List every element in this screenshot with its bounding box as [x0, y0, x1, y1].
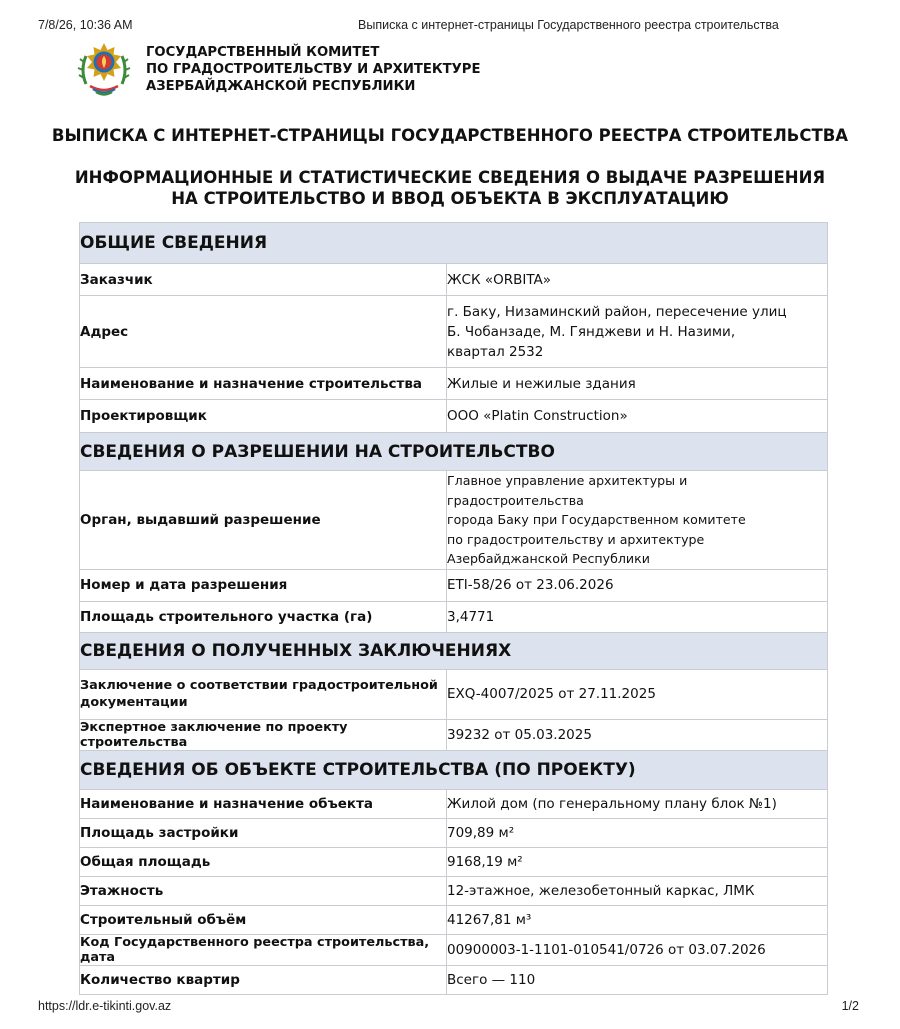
registry-table	[79, 222, 828, 995]
field-value-total-area: 9168,19 м²	[447, 847, 828, 876]
section-title-general: ОБЩИЕ СВЕДЕНИЯ	[80, 223, 828, 264]
field-value-construction-purpose: Жилые и нежилые здания	[447, 368, 828, 400]
table-row	[80, 264, 828, 296]
field-value-site-area: 3,4771	[447, 601, 828, 632]
table-row	[80, 569, 828, 601]
issuer-line: Азербайджанской Республики	[447, 551, 650, 566]
section-header-row	[80, 223, 828, 264]
table-row	[80, 789, 828, 818]
table-row	[80, 669, 828, 719]
field-label-construction-purpose: Наименование и назначение строительства	[80, 368, 447, 400]
table-row	[80, 471, 828, 570]
field-label-customer: Заказчик	[80, 264, 447, 296]
print-datetime: 7/8/26, 10:36 AM	[38, 18, 133, 32]
field-value-apartments: Всего — 110	[447, 965, 828, 994]
print-footer	[38, 999, 862, 1015]
field-label-expert-conclusion: Экспертное заключение по проекту строительства	[80, 719, 447, 750]
organization-name	[146, 44, 480, 95]
address-line: г. Баку, Низаминский район, пересечение улиц	[447, 303, 787, 320]
field-label-apartments: Количество квартир	[80, 965, 447, 994]
section-title-conclusions: СВЕДЕНИЯ О ПОЛУЧЕННЫХ ЗАКЛЮЧЕНИЯХ	[80, 632, 828, 669]
document-subtitle	[0, 167, 900, 209]
organization-name-line: АЗЕРБАЙДЖАНСКОЙ РЕСПУБЛИКИ	[146, 78, 416, 94]
field-label-floors: Этажность	[80, 876, 447, 905]
table-row	[80, 601, 828, 632]
field-label-object-name-purpose: Наименование и назначение объекта	[80, 789, 447, 818]
field-label-permit-number-date: Номер и дата разрешения	[80, 569, 447, 601]
issuer-line: Главное управление архитектуры и градостроительства	[447, 473, 688, 508]
address-line: Б. Чобанзаде, М. Гянджеви и Н. Назими,	[447, 323, 736, 340]
field-value-customer: ЖСК «ORBITA»	[447, 264, 828, 296]
field-value-registry-code: 00900003-1-1101-010541/0726 от 03.07.2026	[447, 934, 828, 965]
section-title-object: СВЕДЕНИЯ ОБ ОБЪЕКТЕ СТРОИТЕЛЬСТВА (ПО ПРОЕКТУ)	[80, 750, 828, 789]
field-value-built-area: 709,89 м²	[447, 818, 828, 847]
table-row	[80, 400, 828, 433]
urban-compliance-label-line: документации	[80, 695, 188, 710]
section-header-row	[80, 632, 828, 669]
table-row	[80, 965, 828, 994]
urban-compliance-label-line: Заключение о соответствии градостроительной	[80, 678, 438, 693]
organization-header	[76, 38, 480, 100]
page-number: 1/2	[841, 999, 859, 1013]
organization-name-line: ПО ГРАДОСТРОИТЕЛЬСТВУ И АРХИТЕКТУРЕ	[146, 61, 481, 77]
document-subtitle-line: НА СТРОИТЕЛЬСТВО И ВВОД ОБЪЕКТА В ЭКСПЛУАТАЦИЮ	[171, 189, 729, 208]
field-label-built-area: Площадь застройки	[80, 818, 447, 847]
section-header-row	[80, 433, 828, 471]
field-value-floors: 12-этажное, железобетонный каркас, ЛМК	[447, 876, 828, 905]
print-page-title: Выписка с интернет-страницы Государственного реестра строительства	[358, 18, 779, 32]
field-value-permit-number-date: ETI-58/26 от 23.06.2026	[447, 569, 828, 601]
field-label-issuing-authority: Орган, выдавший разрешение	[80, 471, 447, 570]
table-row	[80, 719, 828, 750]
field-label-address: Адрес	[80, 296, 447, 368]
field-value-object-name-purpose: Жилой дом (по генеральному плану блок №1)	[447, 789, 828, 818]
document-title: ВЫПИСКА С ИНТЕРНЕТ-СТРАНИЦЫ ГОСУДАРСТВЕННОГО РЕЕСТРА СТРОИТЕЛЬСТВА	[51, 126, 849, 145]
field-label-volume: Строительный объём	[80, 905, 447, 934]
field-label-designer: Проектировщик	[80, 400, 447, 433]
table-row	[80, 296, 828, 368]
azerbaijan-emblem-icon	[76, 40, 132, 98]
field-label-urban-compliance	[80, 669, 447, 719]
field-value-urban-compliance: EXQ-4007/2025 от 27.11.2025	[447, 669, 828, 719]
table-row	[80, 818, 828, 847]
field-label-registry-code: Код Государственного реестра строительства, дата	[80, 934, 447, 965]
document-subtitle-line: ИНФОРМАЦИОННЫЕ И СТАТИСТИЧЕСКИЕ СВЕДЕНИЯ О ВЫДАЧЕ РАЗРЕШЕНИЯ	[74, 168, 826, 187]
issuer-line: города Баку при Государственном комитете	[447, 512, 746, 527]
field-value-volume: 41267,81 м³	[447, 905, 828, 934]
table-row	[80, 934, 828, 965]
address-line: квартал 2532	[447, 343, 544, 360]
field-label-total-area: Общая площадь	[80, 847, 447, 876]
section-title-permit: СВЕДЕНИЯ О РАЗРЕШЕНИИ НА СТРОИТЕЛЬСТВО	[80, 433, 828, 471]
page-url-link[interactable]: https://ldr.e-tikinti.gov.az	[38, 999, 172, 1013]
table-row	[80, 368, 828, 400]
field-value-designer: ООО «Platin Construction»	[447, 400, 828, 433]
organization-name-line: ГОСУДАРСТВЕННЫЙ КОМИТЕТ	[146, 44, 380, 60]
field-label-site-area: Площадь строительного участка (га)	[80, 601, 447, 632]
table-row	[80, 905, 828, 934]
table-row	[80, 876, 828, 905]
section-header-row	[80, 750, 828, 789]
field-value-address	[447, 296, 828, 368]
field-value-issuing-authority	[447, 471, 828, 570]
print-header	[38, 18, 862, 34]
table-row	[80, 847, 828, 876]
issuer-line: по градостроительству и архитектуре	[447, 531, 705, 547]
field-value-expert-conclusion: 39232 от 05.03.2025	[447, 719, 828, 750]
